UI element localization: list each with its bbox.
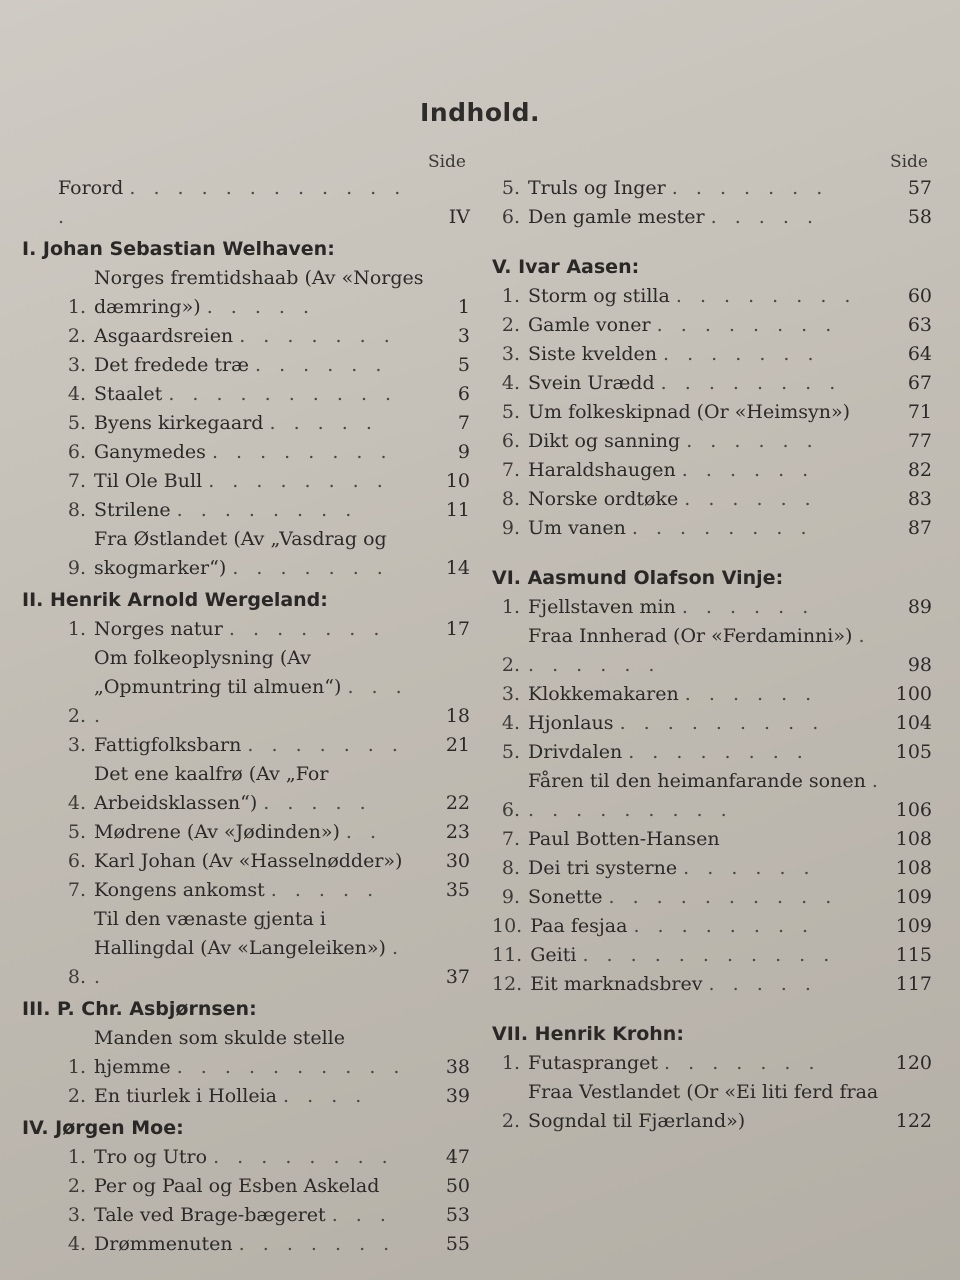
section-heading: VII. Henrik Krohn:: [492, 1023, 684, 1045]
entry-number: 2.: [67, 705, 86, 727]
toc-entry[interactable]: [22, 905, 470, 992]
entry-number: 4.: [67, 792, 86, 814]
leader-dots: . . . . . . .: [247, 734, 404, 756]
leader-dots: . . . . . . . .: [628, 741, 809, 763]
entry-number: 6.: [67, 441, 86, 463]
entry-number: 11.: [492, 944, 523, 966]
toc-entry[interactable]: [492, 514, 932, 543]
leader-dots: . .: [345, 821, 383, 843]
entry-title: Mødrene (Av «Jødinden») . .: [94, 821, 383, 843]
entry-title: Til Ole Bull . . . . . . . .: [94, 470, 389, 492]
entry-title: Geiti . . . . . . . . . . .: [530, 944, 836, 966]
entry-page-number: 117: [895, 973, 932, 995]
toc-entry[interactable]: [492, 854, 932, 883]
toc-entry[interactable]: [22, 1082, 470, 1111]
entry-page-number: 83: [907, 488, 932, 510]
leader-dots: . . . . . .: [681, 596, 815, 618]
entry-number: 7.: [67, 470, 86, 492]
toc-entry[interactable]: [22, 731, 470, 760]
entry-number: 9.: [67, 557, 86, 579]
entry-number: 3.: [67, 734, 86, 756]
leader-dots: . . . . . . . . .: [619, 712, 825, 734]
side-label: Side: [889, 152, 928, 172]
section-gap: [492, 232, 932, 250]
entry-title: Ganymedes . . . . . . . .: [94, 441, 393, 463]
toc-entry[interactable]: [492, 311, 932, 340]
toc-entry[interactable]: [22, 1201, 470, 1230]
entry-number: 6.: [67, 850, 86, 872]
entry-page-number: 115: [895, 944, 932, 966]
toc-entry[interactable]: [22, 615, 470, 644]
entry-page-number: 82: [907, 459, 932, 481]
entry-title: Siste kvelden . . . . . . .: [528, 343, 820, 365]
entry-page-number: 55: [445, 1233, 470, 1255]
entry-title: Fraa Vestlandet (Or «Ei liti ferd fraa Sogndal til Fjærland»): [528, 1081, 879, 1132]
entry-title: Tale ved Brage-bægeret . . .: [94, 1204, 392, 1226]
section-heading: III. P. Chr. Asbjørnsen:: [22, 998, 257, 1020]
toc-entry[interactable]: [492, 883, 932, 912]
entry-title: Paa fesjaa . . . . . . . .: [530, 915, 815, 937]
section-gap: [492, 543, 932, 561]
entry-number: 1.: [501, 285, 520, 307]
entry-number: 2.: [501, 314, 520, 336]
leader-dots: . . . . . . .: [238, 1233, 396, 1255]
entry-page-number: IV: [448, 206, 470, 228]
entry-page-number: 10: [445, 470, 470, 492]
entry-number: 3.: [501, 683, 520, 705]
leader-dots: . . . . . .: [684, 488, 817, 510]
entry-number: 6.: [501, 430, 520, 452]
toc-list-right: [492, 174, 932, 1136]
leader-dots: . . . . . . .: [232, 557, 389, 579]
entry-title: Staalet . . . . . . . . . .: [94, 383, 398, 405]
leader-dots: . . . .: [94, 676, 408, 727]
entry-number: 12.: [492, 973, 523, 995]
entry-page-number: 22: [445, 792, 470, 814]
entry-title: Gamle voner . . . . . . . .: [528, 314, 838, 336]
entry-page-number: 60: [907, 285, 932, 307]
leader-dots: . . . . . . .: [239, 325, 396, 347]
toc-entry[interactable]: [22, 467, 470, 496]
entry-page-number: 58: [907, 206, 932, 228]
entry-number: 1.: [67, 1146, 86, 1168]
entry-page-number: 106: [895, 799, 932, 821]
side-label: Side: [427, 152, 466, 172]
entry-title: Manden som skulde stelle hjemme . . . . . . . . . .: [94, 1027, 406, 1078]
toc-list-left: [22, 174, 470, 1259]
entry-number: 3.: [67, 354, 86, 376]
entry-title: Klokkemakaren . . . . . .: [528, 683, 818, 705]
entry-title: Fraa Innherad (Or «Ferdaminni») . . . . . . .: [528, 625, 871, 676]
entry-number: 8.: [501, 488, 520, 510]
leader-dots: . . . . . . . .: [631, 517, 813, 539]
entry-title: Um vanen . . . . . . . .: [528, 517, 813, 539]
entry-page-number: 108: [895, 857, 932, 879]
entry-title: Dei tri systerne . . . . . .: [528, 857, 816, 879]
toc-entry[interactable]: [492, 456, 932, 485]
entry-page-number: 38: [445, 1056, 470, 1078]
entry-number: 6.: [501, 799, 520, 821]
entry-title: Norges natur . . . . . . .: [94, 618, 386, 640]
entry-page-number: 47: [445, 1146, 470, 1168]
entry-number: 9.: [501, 886, 520, 908]
entry-number: 2.: [67, 325, 86, 347]
entry-page-number: 108: [895, 828, 932, 850]
toc-entry[interactable]: [492, 738, 932, 767]
section-heading: I. Johan Sebastian Welhaven:: [22, 238, 335, 260]
entry-page-number: 53: [445, 1204, 470, 1226]
entry-title: Storm og stilla . . . . . . . .: [528, 285, 857, 307]
toc-entry[interactable]: [492, 680, 932, 709]
toc-entry[interactable]: [22, 525, 470, 583]
entry-number: 2.: [67, 1085, 86, 1107]
toc-entry[interactable]: [492, 340, 932, 369]
leader-dots: . . . . .: [206, 296, 316, 318]
entry-title: Sonette . . . . . . . . . .: [528, 886, 838, 908]
entry-number: 4.: [67, 383, 86, 405]
entry-title: Norske ordtøke . . . . . .: [528, 488, 817, 510]
entry-page-number: 109: [895, 886, 932, 908]
entry-page-number: 98: [907, 654, 932, 676]
entry-number: 3.: [67, 1204, 86, 1226]
toc-entry[interactable]: [492, 825, 932, 854]
entry-number: 5.: [501, 177, 520, 199]
entry-title: Svein Urædd . . . . . . . .: [528, 372, 842, 394]
toc-entry[interactable]: [22, 380, 470, 409]
toc-entry[interactable]: [492, 709, 932, 738]
toc-entry[interactable]: [492, 622, 932, 680]
entry-title: Norges fremtidshaab (Av «Norges dæmring») . . . . .: [94, 267, 424, 318]
entry-title: Haraldshaugen . . . . . .: [528, 459, 815, 481]
entry-page-number: 17: [445, 618, 470, 640]
leader-dots: . . . . . .: [683, 857, 816, 879]
leader-dots: . . . . .: [270, 879, 380, 901]
entry-number: 2.: [501, 654, 520, 676]
toc-entry[interactable]: [492, 941, 932, 970]
leader-dots: . . . . . .: [684, 683, 818, 705]
leader-dots: . . . . .: [710, 206, 819, 228]
entry-number: 8.: [501, 857, 520, 879]
leader-dots: . . . . . .: [686, 430, 819, 452]
entry-title: Dikt og sanning . . . . . .: [528, 430, 819, 452]
leader-dots: . . . . . . .: [228, 618, 386, 640]
entry-page-number: 7: [457, 412, 470, 434]
entry-title: Hjonlaus . . . . . . . . .: [528, 712, 825, 734]
toc-entry[interactable]: [492, 593, 932, 622]
entry-title: Kongens ankomst . . . . .: [94, 879, 380, 901]
entry-page-number: 77: [907, 430, 932, 452]
toc-entry[interactable]: [492, 767, 932, 825]
entry-page-number: 89: [907, 596, 932, 618]
toc-entry[interactable]: [22, 322, 470, 351]
entry-page-number: 18: [445, 705, 470, 727]
entry-title: Tro og Utro . . . . . . . .: [94, 1146, 394, 1168]
toc-entry[interactable]: [22, 847, 470, 876]
entry-page-number: 64: [907, 343, 932, 365]
entry-page-number: 109: [895, 915, 932, 937]
leader-dots: . . . . . . . .: [656, 314, 838, 336]
entry-title: Byens kirkegaard . . . . .: [94, 412, 378, 434]
entry-title: En tiurlek i Holleia . . . .: [94, 1085, 368, 1107]
leader-dots: . . . . . . .: [528, 625, 871, 676]
page-title: Indhold.: [420, 98, 540, 127]
toc-entry[interactable]: [22, 818, 470, 847]
entry-number: 8.: [67, 499, 86, 521]
leader-dots: . . . . . . .: [671, 177, 829, 199]
leader-dots: . . . . . . . . . .: [176, 1056, 406, 1078]
entry-title: Futaspranget . . . . . . .: [528, 1052, 821, 1074]
entry-title: Asgaardsreien . . . . . . .: [94, 325, 396, 347]
entry-page-number: 104: [895, 712, 932, 734]
entry-page-number: 3: [457, 325, 470, 347]
leader-dots: . . . . . . . . . .: [168, 383, 398, 405]
entry-page-number: 5: [457, 354, 470, 376]
entry-page-number: 87: [907, 517, 932, 539]
entry-number: 7.: [501, 828, 520, 850]
entry-title: Fattigfolksbarn . . . . . . .: [94, 734, 404, 756]
entry-title: Fra Østlandet (Av „Vasdrag og skogmarker“) . . . . . . .: [94, 528, 389, 579]
entry-page-number: 57: [907, 177, 932, 199]
toc-entry[interactable]: [22, 1024, 470, 1082]
toc-entry[interactable]: [492, 282, 932, 311]
toc-entry[interactable]: [492, 1049, 932, 1078]
entry-number: 1.: [67, 1056, 86, 1078]
leader-dots: . . . . .: [263, 792, 372, 814]
entry-title: Forord . . . . . . . . . . . . .: [58, 177, 407, 228]
entry-title: Fåren til den heimanfarande sonen . . . . . . . . . .: [528, 770, 884, 821]
toc-entry[interactable]: [492, 970, 932, 999]
entry-title: Om folkeoplysning (Av „Opmuntring til almuen“) . . . .: [94, 647, 408, 727]
leader-dots: . . . . . . . .: [208, 470, 389, 492]
entry-title: Karl Johan (Av «Hasselnødder»): [94, 850, 403, 872]
leader-dots: . . . . . . . .: [660, 372, 842, 394]
entry-page-number: 6: [457, 383, 470, 405]
toc-entry[interactable]: [22, 1172, 470, 1201]
entry-page-number: 21: [445, 734, 470, 756]
leader-dots: . . . . . . . .: [213, 1146, 394, 1168]
entry-page-number: 11: [445, 499, 470, 521]
toc-column-left: [22, 152, 470, 1259]
entry-number: 4.: [501, 372, 520, 394]
leader-dots: . . . . . . .: [663, 343, 820, 365]
leader-dots: . . . . . . . .: [211, 441, 393, 463]
entry-number: 5.: [67, 412, 86, 434]
leader-dots: . . . . .: [708, 973, 817, 995]
entry-number: 5.: [501, 401, 520, 423]
leader-dots: . . . . . . . .: [633, 915, 815, 937]
toc-entry[interactable]: [22, 644, 470, 731]
entry-title: Fjellstaven min . . . . . .: [528, 596, 815, 618]
leader-dots: . . . . . .: [681, 459, 815, 481]
section-heading: II. Henrik Arnold Wergeland:: [22, 589, 328, 611]
entry-title: Det ene kaalfrø (Av „For Arbeidsklassen“) . . . . .: [94, 763, 372, 814]
entry-number: 1.: [501, 1052, 520, 1074]
toc-entry[interactable]: [492, 485, 932, 514]
entry-number: 7.: [501, 459, 520, 481]
leader-dots: . .: [94, 937, 404, 988]
entry-page-number: 63: [907, 314, 932, 336]
leader-dots: . . . . . . . . . . .: [582, 944, 836, 966]
entry-number: 9.: [501, 517, 520, 539]
toc-entry[interactable]: [22, 1230, 470, 1259]
entry-number: 2.: [501, 1110, 520, 1132]
leader-dots: . . . . . . . . . . . . .: [58, 177, 407, 228]
entry-page-number: 23: [445, 821, 470, 843]
entry-page-number: 14: [445, 557, 470, 579]
leader-dots: . . . . . . . .: [675, 285, 857, 307]
entry-page-number: 105: [895, 741, 932, 763]
toc-entry[interactable]: [22, 409, 470, 438]
entry-title: Eit marknadsbrev . . . . .: [530, 973, 817, 995]
entry-title: Den gamle mester . . . . .: [528, 206, 819, 228]
entry-number: 4.: [67, 1233, 86, 1255]
entry-page-number: 37: [445, 966, 470, 988]
entry-number: 1.: [501, 596, 520, 618]
entry-number: 6.: [501, 206, 520, 228]
entry-page-number: 39: [445, 1085, 470, 1107]
toc-entry[interactable]: [492, 174, 932, 203]
entry-number: 1.: [67, 618, 86, 640]
section-heading: IV. Jørgen Moe:: [22, 1117, 184, 1139]
entry-number: 2.: [67, 1175, 86, 1197]
entry-page-number: 120: [895, 1052, 932, 1074]
entry-number: 7.: [67, 879, 86, 901]
toc-entry[interactable]: [22, 760, 470, 818]
section-gap: [492, 999, 932, 1017]
toc-entry[interactable]: [492, 203, 932, 232]
toc-entry[interactable]: [22, 264, 470, 322]
toc-entry[interactable]: [22, 174, 470, 232]
entry-number: 5.: [67, 821, 86, 843]
leader-dots: . . . . . . .: [664, 1052, 821, 1074]
entry-page-number: 67: [907, 372, 932, 394]
leader-dots: . . .: [331, 1204, 392, 1226]
entry-page-number: 35: [445, 879, 470, 901]
entry-page-number: 30: [445, 850, 470, 872]
toc-entry[interactable]: [492, 427, 932, 456]
entry-title: Drømmenuten . . . . . . .: [94, 1233, 396, 1255]
entry-number: 8.: [67, 966, 86, 988]
entry-page-number: 100: [895, 683, 932, 705]
entry-title: Truls og Inger . . . . . . .: [528, 177, 829, 199]
toc-entry[interactable]: [492, 369, 932, 398]
toc-entry[interactable]: [22, 351, 470, 380]
entry-title: Paul Botten-Hansen: [528, 828, 720, 850]
toc-entry[interactable]: [492, 398, 932, 427]
entry-title: Til den vænaste gjenta i Hallingdal (Av «Langeleiken») . .: [94, 908, 404, 988]
toc-entry[interactable]: [22, 438, 470, 467]
toc-entry[interactable]: [22, 876, 470, 905]
leader-dots: . . . . . .: [254, 354, 388, 376]
toc-entry[interactable]: [22, 1143, 470, 1172]
toc-column-right: [492, 152, 932, 1136]
entry-number: 4.: [501, 712, 520, 734]
entry-number: 3.: [501, 343, 520, 365]
toc-entry[interactable]: [492, 1078, 932, 1136]
entry-title: Um folkeskipnad (Or «Heimsyn»): [528, 401, 851, 423]
entry-page-number: 50: [445, 1175, 470, 1197]
entry-page-number: 122: [895, 1110, 932, 1132]
entry-title: Det fredede træ . . . . . .: [94, 354, 388, 376]
entry-title: Per og Paal og Esben Askelad: [94, 1175, 380, 1197]
entry-title: Drivdalen . . . . . . . .: [528, 741, 809, 763]
section-heading: VI. Aasmund Olafson Vinje:: [492, 567, 784, 589]
entry-page-number: 1: [457, 296, 470, 318]
entry-page-number: 71: [907, 401, 932, 423]
entry-number: 1.: [67, 296, 86, 318]
toc-entry[interactable]: [22, 496, 470, 525]
entry-number: 5.: [501, 741, 520, 763]
leader-dots: . . . . . . . . . .: [528, 770, 884, 821]
leader-dots: . . . .: [283, 1085, 368, 1107]
entry-number: 10.: [492, 915, 523, 937]
entry-title: Strilene . . . . . . . .: [94, 499, 358, 521]
toc-entry[interactable]: [492, 912, 932, 941]
section-heading: V. Ivar Aasen:: [492, 256, 640, 278]
entry-page-number: 9: [457, 441, 470, 463]
leader-dots: . . . . .: [269, 412, 378, 434]
leader-dots: . . . . . . . .: [176, 499, 358, 521]
leader-dots: . . . . . . . . . .: [608, 886, 838, 908]
